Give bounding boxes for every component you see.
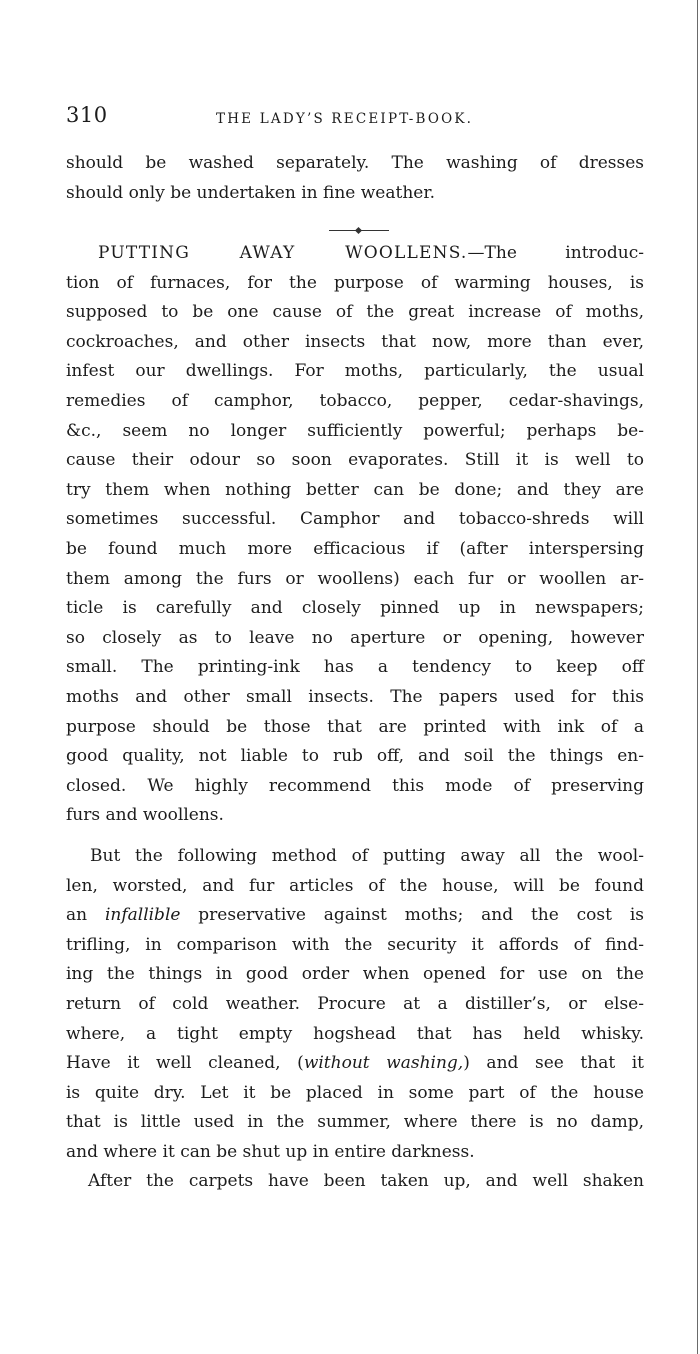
text-line: good quality, not liable to rub off, and soil the things en- [66, 746, 644, 767]
text-line: trifling, in comparison with the security it affords of find- [66, 934, 644, 955]
text-line: them among the furs or woollens) each fur or woollen ar- [66, 568, 644, 589]
text-line: cause their odour so soon evaporates. Still it is well to [66, 450, 644, 471]
text-line: small. The printing-ink has a tendency to keep off [66, 657, 644, 678]
text-line: purpose should be those that are printed with ink of a [66, 716, 644, 737]
text-line: should be washed separately. The washing of dresses [66, 153, 644, 173]
italic-emphasis: without washing, [303, 1053, 464, 1074]
text-fragment: an [66, 905, 105, 926]
text-line: len, worsted, and fur articles of the house, will be found [66, 875, 644, 896]
text-line: sometimes successful. Camphor and tobacco-shreds will [66, 509, 644, 530]
text-line: But the following method of putting away all the wool- [90, 846, 644, 866]
text-line: be found much more efficacious if (after interspersing [66, 538, 644, 559]
continuation-paragraph [66, 149, 644, 208]
text-line: so closely as to leave no aperture or opening, however [66, 627, 644, 648]
running-title: THE LADY’S RECEIPT-BOOK. [216, 111, 474, 127]
text-line: ticle is carefully and closely pinned up in newspapers; [66, 598, 644, 619]
text-line: try them when nothing better can be done; and they are [66, 479, 644, 500]
text-line: remedies of camphor, tobacco, pepper, cedar-shavings, [66, 390, 644, 411]
method-paragraph [66, 842, 644, 1168]
text-line: where, a tight empty hogshead that has held whisky. [66, 1023, 644, 1044]
page-header [66, 103, 644, 133]
text-fragment: Have it well cleaned, ( [66, 1053, 304, 1074]
text-line: is quite dry. Let it be placed in some part of the house [66, 1082, 644, 1103]
section-divider [329, 228, 389, 234]
section-heading-rest: —The introduc- [467, 243, 644, 263]
text-line: furs and woollens. [66, 805, 224, 826]
text-line: &c., seem no longer sufficiently powerful; perhaps be- [66, 420, 644, 441]
text-line: that is little used in the summer, where there is no damp, [66, 1112, 644, 1133]
text-line-with-italic [66, 901, 644, 931]
section-heading: PUTTING AWAY WOOLLENS. [98, 243, 468, 263]
section-heading-line [66, 239, 644, 269]
text-line: supposed to be one cause of the great increase of moths, [66, 302, 644, 323]
page-edge [697, 0, 698, 1354]
text-line: closed. We highly recommend this mode of preserving [66, 775, 644, 796]
italic-emphasis: infallible [104, 905, 181, 926]
text-line: should only be undertaken in fine weather. [66, 182, 435, 203]
text-line: tion of furnaces, for the purpose of warming houses, is [66, 272, 644, 293]
woollens-section [66, 239, 644, 831]
text-line: After the carpets have been taken up, and well shaken [88, 1171, 644, 1191]
page-number: 310 [66, 103, 108, 127]
text-line: cockroaches, and other insects that now, more than ever, [66, 331, 644, 352]
text-line-with-italic [66, 1049, 644, 1079]
text-line: infest our dwellings. For moths, particularly, the usual [66, 361, 644, 382]
carpets-paragraph [66, 1167, 644, 1197]
text-line: ing the things in good order when opened for use on the [66, 964, 644, 985]
text-fragment: preservative against moths; and the cost is [180, 905, 644, 926]
text-line: return of cold weather. Procure at a distiller’s, or else- [66, 993, 644, 1014]
text-line: and where it can be shut up in entire darkness. [66, 1141, 475, 1162]
text-fragment: ) and see that it [463, 1053, 645, 1074]
text-line: moths and other small insects. The papers used for this [66, 686, 644, 707]
